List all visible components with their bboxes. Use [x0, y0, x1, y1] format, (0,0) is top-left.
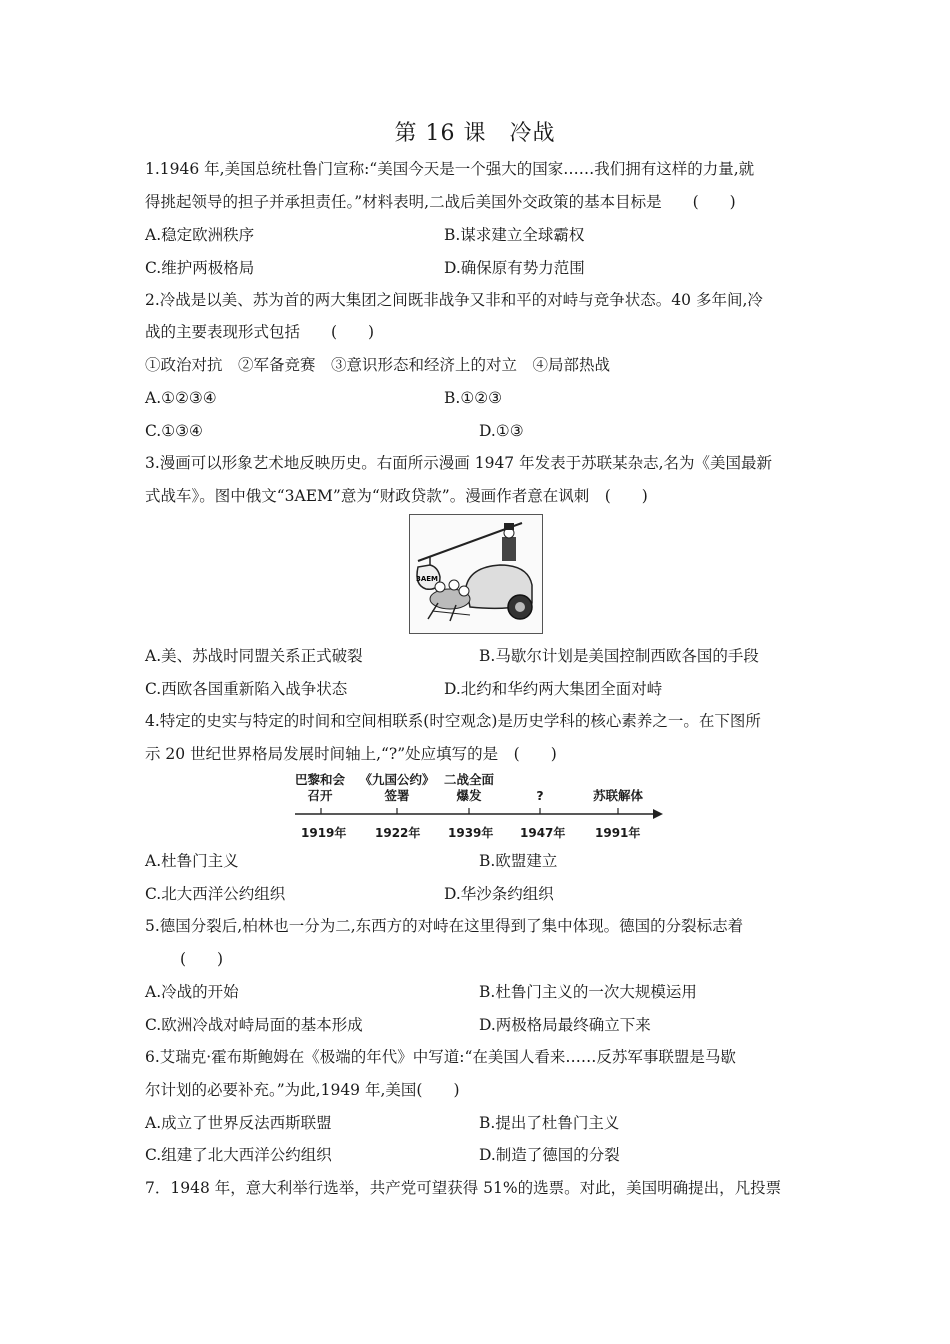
timeline-event-4: [515, 772, 565, 804]
q3-option-d: D.北约和华约两大集团全面对峙: [444, 680, 663, 698]
timeline-year-4: 1947年: [520, 826, 566, 840]
q2-stem-line-1: 2.冷战是以美、苏为首的两大集团之间既非战争又非和平的对峙与竞争状态。40 多年间,冷: [145, 291, 763, 309]
q5-option-a: A.冷战的开始: [145, 983, 239, 1001]
q1-option-b: B.谋求建立全球霸权: [444, 226, 585, 244]
q1-stem-line-1: 1.1946 年,美国总统杜鲁门宣称:“美国今天是一个强大的国家……我们拥有这样的力量,就: [145, 160, 755, 178]
q2-option-d: D.①③: [479, 422, 524, 440]
q3-option-a: A.美、苏战时同盟关系正式破裂: [145, 647, 363, 665]
q6-option-c: C.组建了北大西洋公约组织: [145, 1146, 332, 1164]
q2-option-a: A.①②③④: [145, 389, 217, 407]
q1-stem-line-2: 得挑起领导的担子并承担责任。”材料表明,二战后美国外交政策的基本目标是 ( ): [145, 193, 736, 211]
timeline-event-2-label-2: 签署: [384, 788, 410, 803]
q6-stem-line-1: 6.艾瑞克·霍布斯鲍姆在《极端的年代》中写道:“在美国人看来……反苏军事联盟是马歇: [145, 1048, 736, 1066]
lesson-title: 第 16 课 冷战: [394, 121, 556, 146]
q1-option-c: C.维护两极格局: [145, 259, 255, 277]
timeline-event-5-label-1: [583, 772, 653, 788]
timeline-event-3: [437, 772, 501, 804]
timeline-event-1-label-2: 召开: [307, 788, 333, 803]
q5-option-c: C.欧洲冷战对峙局面的基本形成: [145, 1016, 363, 1034]
q4-option-b: B.欧盟建立: [479, 852, 558, 870]
q4-stem-line-1: 4.特定的史实与特定的时间和空间相联系(时空观念)是历史学科的核心素养之一。在下图所: [145, 712, 761, 730]
q3-stem-line-2: 式战车》。图中俄文“3AEM”意为“财政贷款”。漫画作者意在讽刺 ( ): [145, 487, 648, 505]
timeline-year-2: 1922年: [375, 826, 421, 840]
q2-stem-line-2: 战的主要表现形式包括 ( ): [145, 323, 375, 341]
q1-option-d: D.确保原有势力范围: [444, 259, 585, 277]
timeline-year-5: 1991年: [595, 826, 641, 840]
timeline-event-4-label-2: ?: [536, 788, 544, 803]
cartoon-drawing: [410, 515, 542, 633]
timeline-event-1: [290, 772, 350, 804]
timeline-event-2-label-1: 《九国公约》: [359, 772, 435, 787]
timeline-event-3-label-1: 二战全面: [443, 772, 494, 787]
timeline-event-5-label-2: 苏联解体: [592, 788, 643, 803]
timeline: [285, 768, 665, 848]
timeline-year-1: 1919年: [301, 826, 347, 840]
q5-option-d: D.两极格局最终确立下来: [479, 1016, 651, 1034]
cartoon-bag-text: 3AEM: [415, 575, 439, 583]
q6-stem-line-2: 尔计划的必要补充。”为此,1949 年,美国( ): [145, 1081, 460, 1099]
q5-option-b: B.杜鲁门主义的一次大规模运用: [479, 983, 697, 1001]
timeline-axis: [285, 806, 665, 822]
q4-stem-line-2: 示 20 世纪世界格局发展时间轴上,“?”处应填写的是 ( ): [145, 745, 557, 763]
q4-option-a: A.杜鲁门主义: [145, 852, 239, 870]
q2-items: ①政治对抗 ②军备竞赛 ③意识形态和经济上的对立 ④局部热战: [145, 356, 611, 374]
q3-stem-line-1: 3.漫画可以形象艺术地反映历史。右面所示漫画 1947 年发表于苏联某杂志,名为《美国最新: [145, 454, 773, 472]
timeline-event-5: [583, 772, 653, 804]
q6-option-b: B.提出了杜鲁门主义: [479, 1114, 620, 1132]
q5-stem-line-2: ( ): [180, 950, 224, 968]
q4-option-d: D.华沙条约组织: [444, 885, 554, 903]
q3-option-b: B.马歇尔计划是美国控制西欧各国的手段: [479, 647, 759, 665]
q3-option-c: C.西欧各国重新陷入战争状态: [145, 680, 348, 698]
q7-stem-line-1: 7．1948 年，意大利举行选举，共产党可望获得 51%的选票。对此，美国明确提出，凡投票: [145, 1179, 782, 1197]
q5-stem-line-1: 5.德国分裂后,柏林也一分为二,东西方的对峙在这里得到了集中体现。德国的分裂标志着: [145, 917, 744, 935]
q2-option-b: B.①②③: [444, 389, 503, 407]
q6-option-d: D.制造了德国的分裂: [479, 1146, 620, 1164]
q4-option-c: C.北大西洋公约组织: [145, 885, 286, 903]
q6-option-a: A.成立了世界反法西斯联盟: [145, 1114, 332, 1132]
q1-option-a: A.稳定欧洲秩序: [145, 226, 255, 244]
cartoon-image: [409, 514, 543, 634]
timeline-event-3-label-2: 爆发: [456, 788, 482, 803]
timeline-event-4-label-1: [515, 772, 565, 788]
timeline-year-3: 1939年: [448, 826, 494, 840]
q2-option-c: C.①③④: [145, 422, 203, 440]
timeline-event-1-label-1: 巴黎和会: [294, 772, 345, 787]
timeline-event-2: [357, 772, 437, 804]
